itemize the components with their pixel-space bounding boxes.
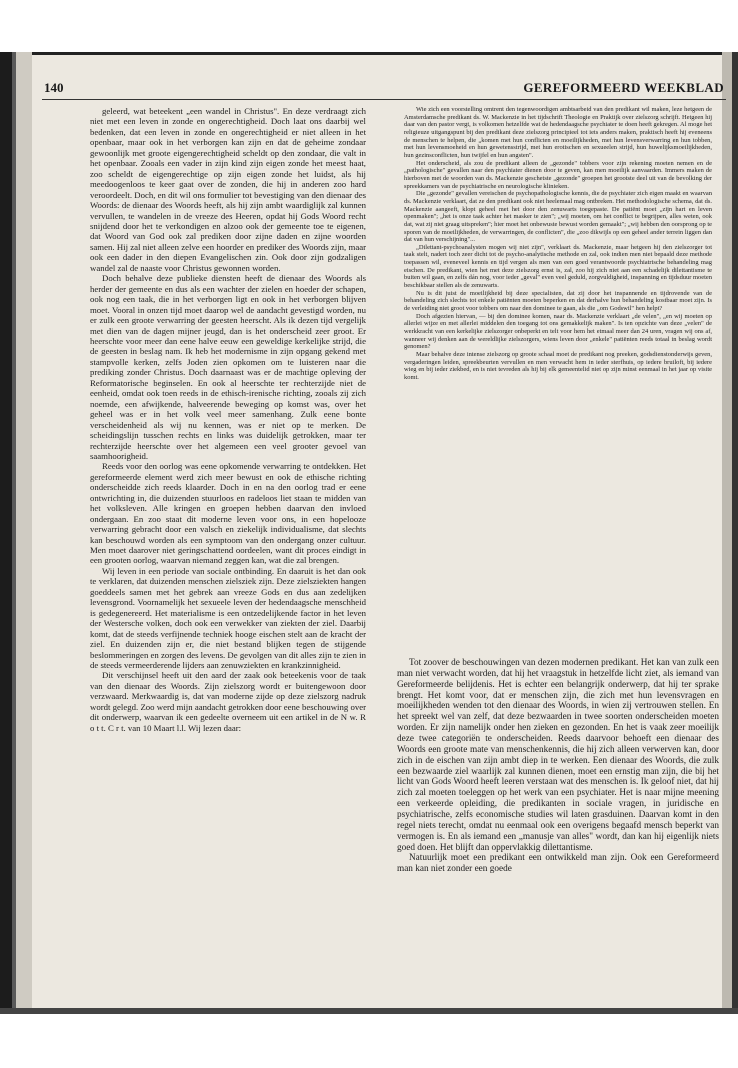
right-column — [397, 658, 719, 1002]
quote-paragraph: Nu is dit juist de moeilijkheid bij deze specialisten, dat zij door het inspannende en tijdrovende van de behandeling zich slechts tot enkele patiënten moeten beperken en dat derhalve hun behandeling kostbaar moet zijn. Is de verleiding niet groot voor tobbers om naar den dominee te gaan, als die „om Godswil" hen helpt? — [404, 289, 712, 313]
quote-paragraph: Die „gezonde" gevallen vereischen de psychopathologische kennis, die de psychiater zich eigen maakt en waarvan ds. Mackenzie verklaart, dat ze den predikant ook niet heelemaal mag ontbreken. Het methodologische schema, dat ds. Mackenzie aangeeft, klopt geheel met het door den zenuwarts toegepaste. De patiënt moet „zijn hart en leven openmaken"; „het is onze taak achter het masker te zien"; „wij moeten, om het conflict te begrijpen, alles weten, ook dat, wat zij niet graag uitspreken"; hier moet het onbewuste bewust worden gemaakt"; „wij hebben den oorsprong op te sporen van de moeilijkheden, de verwarringen, de conflicten", die „zoo dikwijls op een geheel ander terrein liggen dan dat van hun verschijning"... — [404, 190, 712, 244]
quote-paragraph: Het onderscheid, als zou de predikant alleen de „gezonde" tobbers voor zijn rekening moeten nemen en de „pathologische" gevallen naar den psychiater dienen door te geven, kan men moeilijk aanvaarden. Immers maken de hierboven met de woorden van ds. Mackenzie geschetste „gezonde" groepen het grootste deel uit van de bevolking der spreekkamers van de psychiatrische en neurologische klinieken. — [404, 159, 712, 190]
quote-paragraph: Maar behalve deze intense zielszorg op groote schaal moet de predikant nog preeken, godsdienstonderwijs geven, vergaderingen leiden, spreekbeurten vervullen en men verwacht hem in ieder sterfhuis, op iedere bruiloft, bij iedere wieg en bij ieder ziekbed, en is niet tevreden als hij bij elk gemeentelid niet op zijn minst eenmaal in het jaar op visite komt. — [404, 351, 712, 381]
paragraph: geleerd, wat beteekent „een wandel in Christus". En deze verdraagt zich niet met een leven in zonde en ongerechtigheid. Doch laat ons daarbij wel bedenken, dat een leven in zonde en ongerechtigheid er niet alleen in het openbaar, maar ook in het verborgen kan zijn en dat de geheime zondaar gewoonlijk met groote eigengerechtigheid scheldt op den zondaar, die valt in het openbaar. Zooals een vader in zijn kind zijn eigen zonde het meest haat, zoo scheldt de eigengerechtige op zijn eigen zonde het luidst, als hij meedoogenloos te keer gaat over de zonden, die hij in anderen zoo hard veroordeelt. Doch, en dit wil ons formulier tot bevestiging van den dienaar des Woords: de dienaar des Woords heeft, als hij zijn ambt waardiglijk zal kunnen vervullen, te wandelen in de vreeze des Heeren, opdat hij Gods Woord recht snijdend door het te verkondigen en alzoo ook der gemeente toe te eigenen, dat Woord van God ook zal prediken door zijne daden en zijne woorden samen. Hij zal niet alleen zelve een hoorder en prediker des Woords zijn, maar ook een dader in den diepen Evangelischen zin. Ook door zijn godzaligen wandel zal de naaste voor Christus gewonnen worden. — [90, 106, 366, 273]
binding-edge — [0, 52, 32, 1014]
page-number: 140 — [44, 80, 64, 95]
journal-title: GEREFORMEERD WEEKBLAD — [523, 80, 724, 95]
header-rule — [42, 99, 726, 100]
page-header — [44, 80, 724, 100]
paragraph: Reeds voor den oorlog was eene opkomende verwarring te ontdekken. Het gereformeerde element werd zich meer bewust en ook de ethische richting onderscheidde zich reeds klaarder. Doch in en na den oorlog trad er eene ontwrichting in, die duizenden stuurloos en radeloos liet staan te midden van het volksleven. Alle kringen en groepen hebben daarvan den invloed ondergaan. En zoo staat dit moderne leven voor ons, in een hopelooze verwarring gebracht door een valsch en ziekelijk individualisme, dat slechts kan beschouwd worden als een symptoom van den ondergang onzer cultuur. Men moet daarover niet geringschattend oordeelen, want dit proces eindigt in een grooten oorlog, waarvan niemand zeggen kan, wat die zal brengen. — [90, 461, 366, 566]
paragraph: Dit verschijnsel heeft uit den aard der zaak ook beteekenis voor de taak van den dienaar des Woords. Zijn zielszorg wordt er buitengewoon door verzwaard. Merkwaardig is, dat van moderne zijde op deze zielszorg nadruk wordt gelegd. Zoo werd mijn aandacht getrokken door eene beschouwing over dit onderwerp, waarvan ik een gedeelte overneem uit een artikel in de N w. R o t t. C r t. van 10 Maart l.l. Wij lezen daar: — [90, 670, 366, 733]
scan-bottom-edge — [0, 1008, 738, 1014]
scan-right-edge — [722, 52, 738, 1014]
paragraph: Wij leven in een periode van sociale ontbinding. En daaruit is het dan ook te verklaren, dat duizenden menschen zielsziek zijn. Deze zielsziekten hangen goeddeels samen met het gebrek aan vreeze Gods en dus aan zedelijken levensgrond. Voornamelijk het sexueele leven der hedendaagsche menschheid is gedegenereerd. Het materialisme is een ontzedelijkende factor in het leven der Westersche volken, doch ook een verwekker van ziekten der ziel. Daarbij komt, dat de steeds verfijnende techniek hooge eischen stelt aan de kracht der ziel. En duizenden zijn er, die niet bestand blijken tegen de stijgende beslommeringen en zorgen des levens. De gevolgen van dit alles zijn te zien in de steeds vermeerderende lijders aan zenuwziekten en krankzinnigheid. — [90, 565, 366, 671]
quote-paragraph: Doch afgezien hiervan, — bij den dominee komen, naar ds. Mackenzie verklaart „de velen", „en wij moeten op allerlei wijze en met allerlei middelen den toegang tot ons gemakkelijk maken". Is ten opzichte van deze „velen" de werkkracht van een kerkelijke zielszorger onbeperkt en telt voor hem het etmaal meer dan 24 uren, vragen wij ons af, wanneer wij denken aan de wereldlijke zielszorgers, wiens leven door „enkele" patiënten reeds totaal in beslag wordt genomen? — [404, 312, 712, 351]
paragraph: Doch behalve deze publieke diensten heeft de dienaar des Woords als herder der gemeente en dus als een wachter der zielen en hoeder der schapen, ook nog een taak, die in het verborgen ligt en ook in het verborgen blijven moet. Vooral in onzen tijd moet daarop wel de aandacht gevestigd worden, nu er zulk een groote verwarring der geesten heerscht. Als ik dezen tijd vergelijk met dien van de dagen mijner jeugd, dan is het onderscheid zeer groot. Er heerschte voor meer dan eene halve eeuw een geweldige kerkelijke strijd, die de geesten in beslag nam. Ik heb het modernisme in zijn opgang gekend met stampvolle kerken, zelfs Joden zien opkomen om te luisteren naar die prediking zonder Christus. Doch daarnaast was er de machtige opleving der Reformatorische beginselen. En ook al heerschte ter rechterzijde niet de eenheid, omdat ook toen reeds in de ethisch-irenische richting, zooals zij zich noemde, een afwijkende, halveerende beweging op komst was, over het geheel was er in het volk veel meer samenhang. Zulk eene bonte verscheidenheid als wij nu kennen, was er niet op te merken. De scheidingslijn tusschen rechts en links was duidelijk getrokken, maar ter rechterzijde heerschte over het algemeen een veel grooter gevoel van saamhoorigheid. — [90, 273, 366, 461]
quote-paragraph: „Dilettant-psychoanalysten mogen wij niet zijn", verklaart ds. Mackenzie, maar hetgeen hij den zielszorger tot taak stelt, nadert toch zeer dicht tot de psycho-analytische methode en zal, ook indien men niet bepaald deze methode toepassen wil, eveneveel kennis en tijd vergen als men van een goed verantwoorde psychiatrische behandeling mag eischen. De predikant, wien het met deze zielszorg ernst is, zal, zoo hij zich niet aan een schadelijk dilettantisme te buiten wil gaan, en zelfs dán nog, voor ieder „geval" even veel geduld, zorgvuldigheid, inspanning en tijdsduur moeten beschikbaar stellen als de zenuwarts. — [404, 243, 712, 290]
scan-top-edge — [0, 52, 738, 55]
quoted-article — [404, 106, 712, 648]
quote-paragraph: Wie zich een voorstelling omtrent den tegenwoordigen ambtsarbeid van den predikant wil maken, leze hetgeen de Amsterdamsche predikant ds. W. Mackenzie in het tijdschrift Theologie en Praktijk over zielszorg schrijft. Hetgeen hij daar van den pastor vergt, is volkomen hetzelfde wat de hedendaagsche psychiater te doen heeft gekregen. Al moge het religieuze uitgangspunt bij den predikant deze zielszorg principieel tot iets anders maken, praktisch heeft hij eveneens de menschen te helpen, die „komen met hun conflicten en moeilijkheden, met hun levensverwarring en hun tobben, met hun levensmoeheid en hun gewetensstrijd, met hun erotischen en sexueelen strijd, hun huwelijksmoeilijkheden, hun gezinsconflicten, hun twijfel en hun angsten". — [404, 106, 712, 159]
paragraph: Natuurlijk moet een predikant een ontwikkeld man zijn. Ook een Gereformeerd man kan niet zonder een goede — [397, 853, 719, 875]
paragraph: Tot zoover de beschouwingen van dezen modernen predikant. Het kan van zulk een man niet verwacht worden, dat hij het vraagstuk in hetzelfde licht ziet, als iemand van Gereformeerde belijdenis. Het is echter een belangrijk onderwerp, dat hij ter sprake brengt. Het komt voor, dat er menschen zijn, die zich met hun levensvragen en moeilijkheden wenden tot den dienaar des Woords, in wien zij vertrouwen stellen. En het spreekt wel van zelf, dat deze bezwaarden in twee soorten onderscheiden moeten worden. Er zijn namelijk onder hen zieken en gezonden. En het is vaak zeer moeilijk deze twee categoriën te onderscheiden. Reeds daarvoor behoeft een dienaar des Woords een groote mate van menschenkennis, die hij zich alleen verwerven kan, door zich in de eischen van zijn ambt diep in te werken. Een dienaar des Woords, die zulk een bezwaarde ziel waarlijk zal kunnen dienen, moet een ernstig man zijn, die bij het licht van Gods Woord heeft leeren verstaan wat des menschen is. Ik geloof niet, dat hij zich zal moeten toeleggen op het werk van een psychiater. Het is naar mijne meening een verkeerde opleiding, die predikanten in sociale vragen, in juridische en psychiatrische, zelfs economische studies wil laten grasduinen. Daarvan komt in den regel niets terecht, omdat nu eenmaal ook een overigens begaafd mensch beperkt van vermogen is. En als iemand een „manusje van alles" wordt, dan kan hij eigenlijk niets goed doen. Het blijft dan oppervlakkig dilettantisme. — [397, 658, 719, 853]
left-column — [90, 106, 366, 1002]
